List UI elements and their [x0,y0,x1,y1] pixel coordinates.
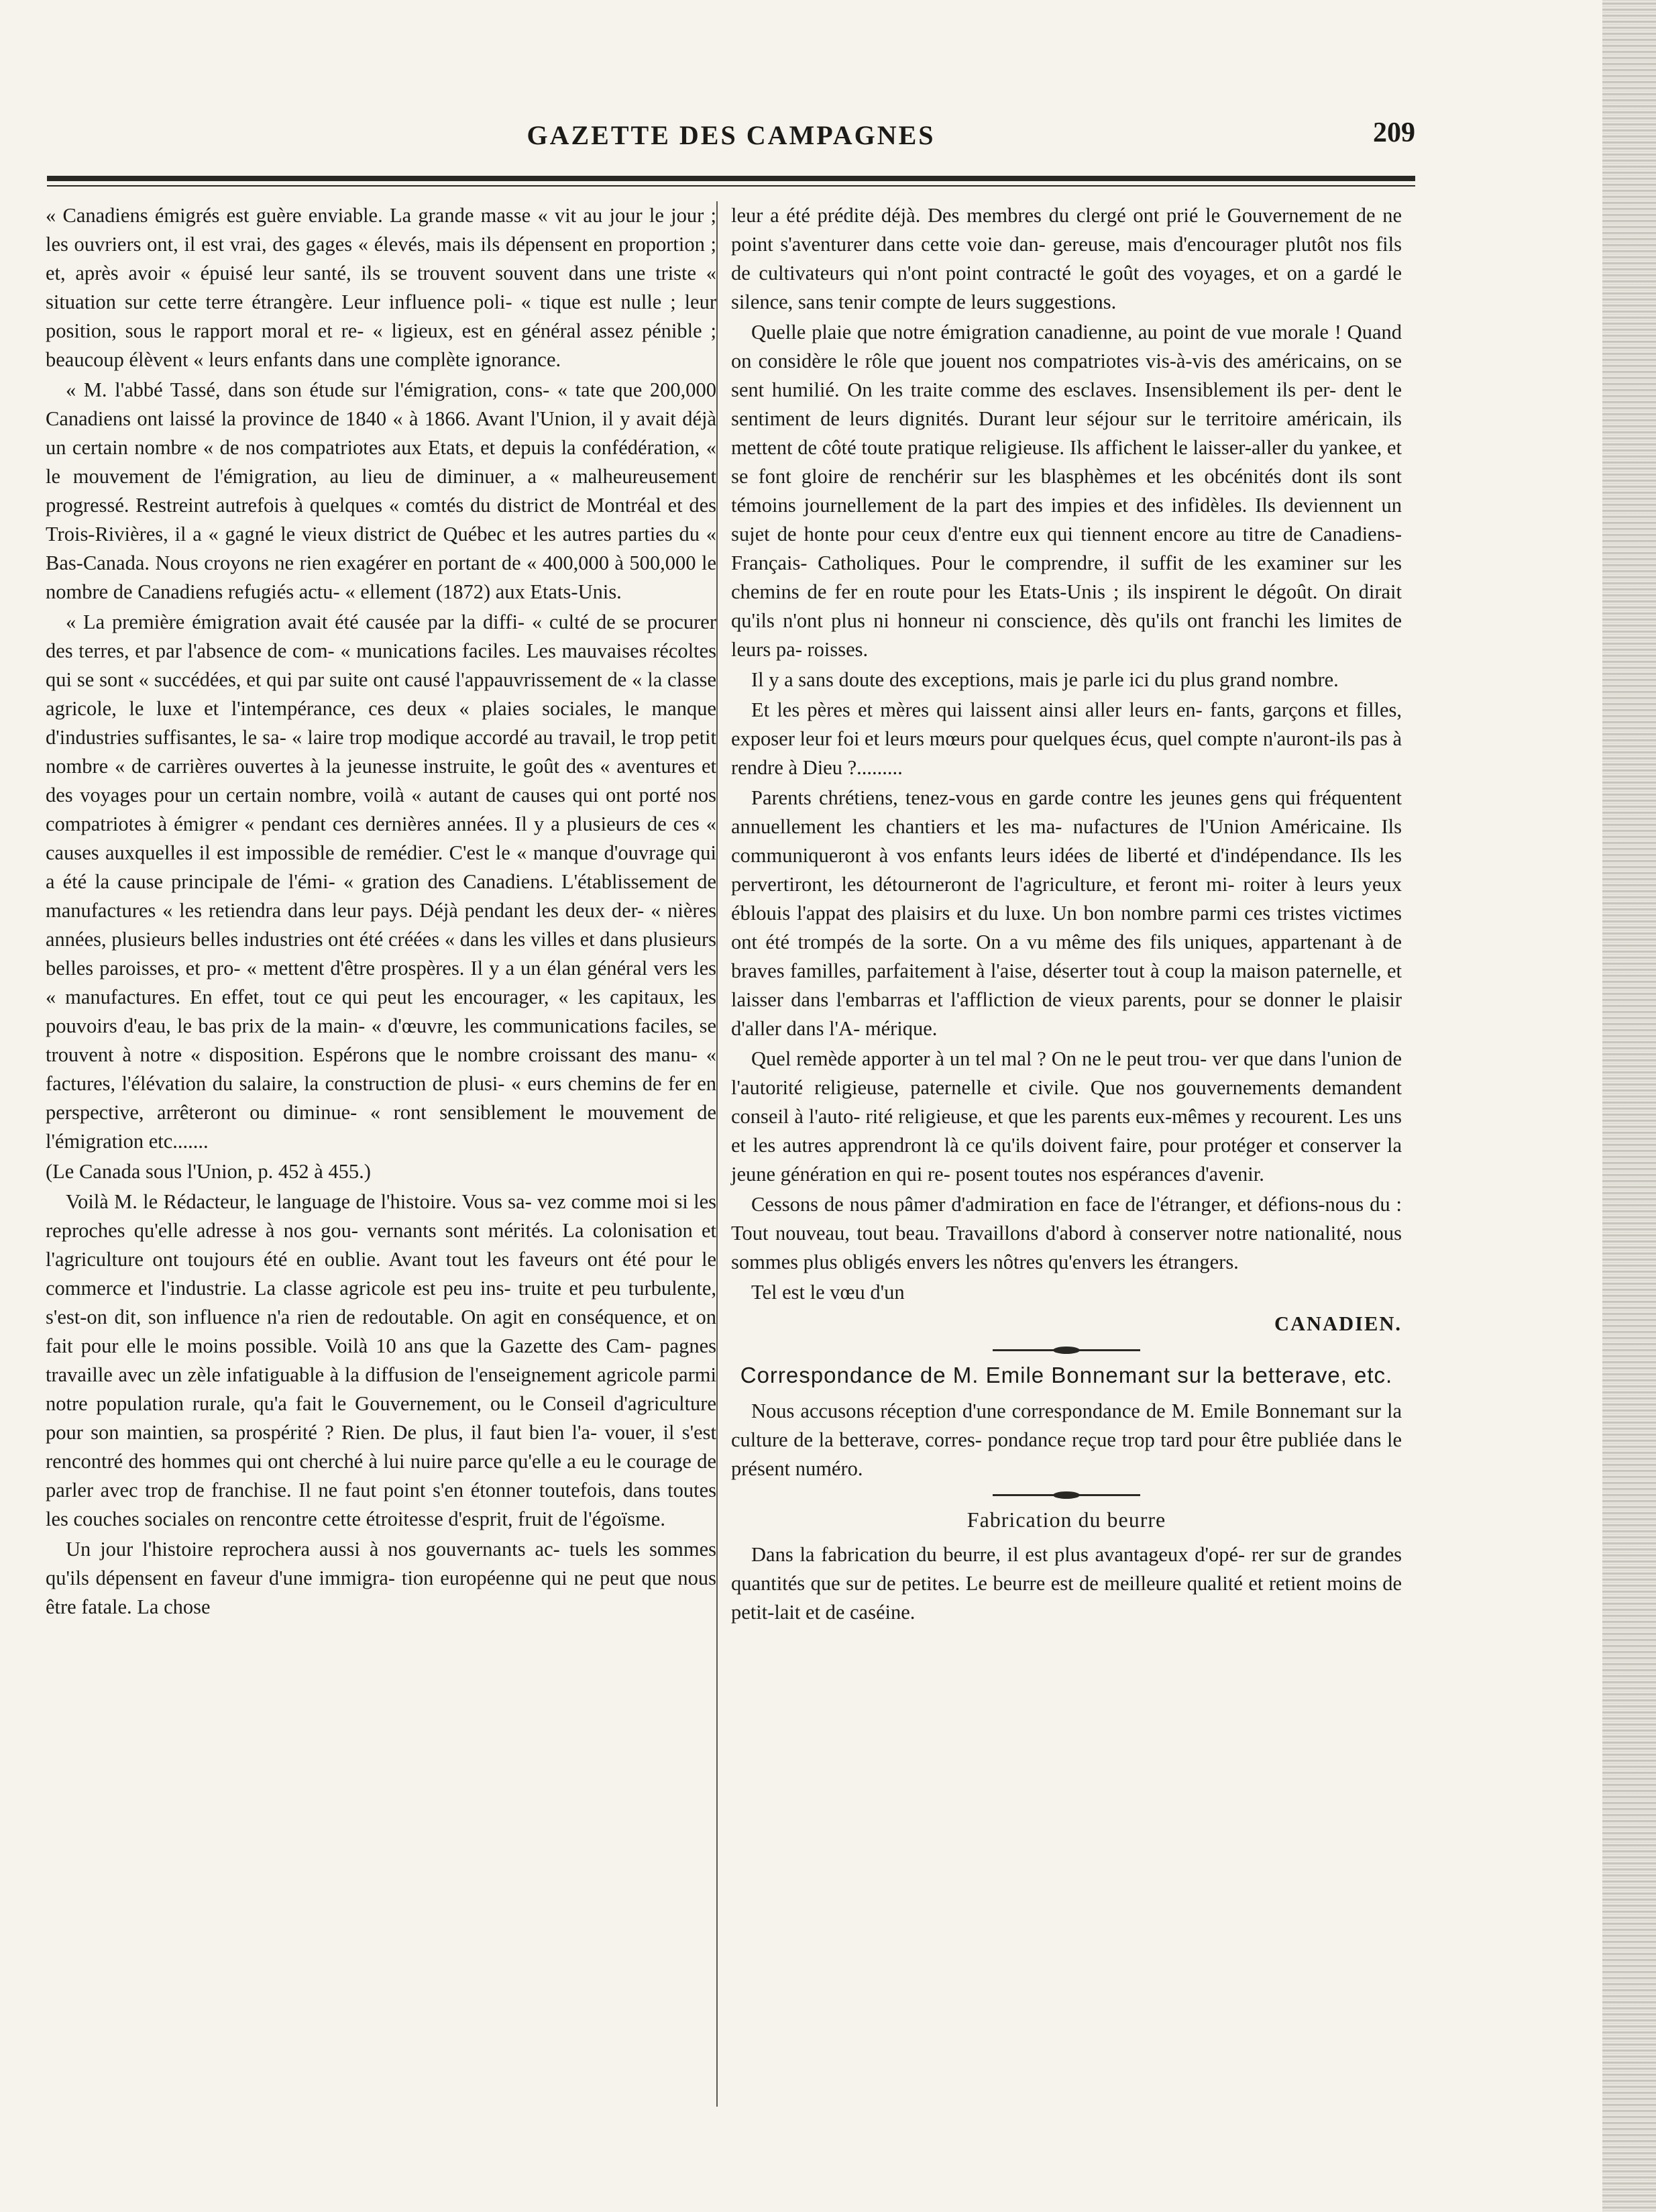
header-rule-thick [47,176,1415,181]
left-column [46,201,716,1623]
left-paragraph-3: « La première émigration avait été causée par la diffi- « culté de se procurer des terres, et par l'absence de com- « munications faciles. Les mauvaises récoltes qui se sont « succédées, et qui par suite ont causé l'appauvrissement de « la classe agricole, le luxe et l'intempérance, ces deux « plaies sociales, le manque d'industries suffisantes, le sa- « laire trop modique accordé au travail, le trop petit nombre « de carrières ouvertes à la jeunesse instruite, le goût des « aventures et des voyages pour un certain nombre, voilà « autant de causes qui ont porté nos compatriotes à émigrer « pendant ces dernières années. Il y a plusieurs de ces « causes auxquelles il est impossible de remédier. C'est le « manque d'ouvrage qui a été la cause principale de l'émi- « gration des Canadiens. L'établissement de manufactures « les retiendra dans leur pays. Déjà pendant les deux der- « nières années, plusieurs belles industries ont été créées « dans les villes et dans plusieurs belles paroisses, et pro- « mettent d'être prospères. Il y a un élan général vers les « manufactures. En effet, tout ce qui peut les encourager, « les capitaux, les pouvoirs d'eau, le bas prix de la main- « d'œuvre, les communications faciles, se trouvent à notre « disposition. Espérons que le nombre croissant des manu- « factures, l'élévation du salaire, la construction de plusi- « eurs chemins de fer en perspective, arrêteront ou diminue- « ront sensiblement le mouvement de l'émigration etc....... [46,611,716,1153]
right-column [731,201,1402,1628]
right-paragraph-4: Et les pères et mères qui laissent ainsi aller leurs en- fants, garçons et filles, exposer leur foi et leurs mœurs pour quelques écus, quel compte n'auront-ils pas à rendre à Dieu ?......... [731,698,1402,779]
header-title: GAZETTE DES CAMPAGNES [527,120,936,150]
right-paragraph-8: Tel est le vœu d'un [751,1281,905,1304]
left-paragraph-4: Voilà M. le Rédacteur, le language de l'histoire. Vous sa- vez comme moi si les reproches qu'elle adresse à nos gou- vernants sont mérités. La colonisation et l'agriculture ont toujours été en oublie. Avant tout les faveurs ont été pour le commerce et l'industrie. La classe agricole est peu ins- truite et peu turbulente, s'est-on dit, son influence n'a rien de redoutable. On agit en conséquence, et on fait pour elle le moins possible. Voilà 10 ans que la Gazette des Cam- pagnes travaille avec un zèle infatiguable à la diffusion de l'enseignement agricole parmi notre population rurale, qu'a fait le Gouvernement, ou le Conseil d'agriculture pour son maintien, sa prospérité ? Rien. De plus, il faut bien l'a- vouer, il s'est rencontré des hommes qui ont cherché à lui nuire parce qu'elle a eu le courage de parler avec trop de franchise. Il ne faut point s'en étonner toutefois, dans toutes les couches sociales on rencontre cette étroitesse d'esprit, fruit de l'égoïsme. [46,1190,716,1530]
section-separator [993,1494,1140,1496]
scanned-page-edge [1602,0,1656,2212]
right-paragraph-1: leur a été prédite déjà. Des membres du clergé ont prié le Gouvernement de ne point s'aventurer dans cette voie dan- gereuse, mais d'encourager plutôt nos fils de cultivateurs qui n'ont point contracté le goût des voyages, et on a gardé le silence, sans tenir compte de leurs suggestions. [731,204,1402,313]
right-paragraph-3: Il y a sans doute des exceptions, mais je parle ici du plus grand nombre. [751,668,1339,691]
author-signature: CANADIEN. [1274,1312,1402,1335]
section-separator [993,1349,1140,1351]
page-number: 209 [1373,117,1415,148]
left-paragraph-2: « M. l'abbé Tassé, dans son étude sur l'émigration, cons- « tate que 200,000 Canadiens ont laissé la province de 1840 « à 1866. Avant l'Union, il y avait déjà un certain nombre « de nos compatriotes aux Etats, et depuis la confédération, « le mouvement de l'émigration, au lieu de diminuer, a « malheureusement progressé. Restreint autrefois à quelques « comtés du district de Montréal et des Trois-Rivières, il a « gagné le vieux district de Québec et les autres parties du « Bas-Canada. Nous croyons ne rien exagérer en portant de « 400,000 à 500,000 le nombre de Canadiens refugiés actu- « ellement (1872) aux Etats-Unis. [46,378,716,603]
right-paragraph-6: Quel remède apporter à un tel mal ? On ne le peut trou- ver que dans l'union de l'autorité religieuse, paternelle et civile. Que nos gouvernements demandent conseil à l'auto- rité religieuse, et que les parents eux-mêmes y recourent. Les uns et les autres apprendront là ce qu'ils doivent faire, pour protéger et conserver la jeune génération en qui re- posent toutes nos espérances d'avenir. [731,1047,1402,1186]
left-paragraph-5: Un jour l'histoire reprochera aussi à nos gouvernants ac- tuels les sommes qu'ils dépensent en faveur d'une immigra- tion européenne qui ne peut que nous être fatale. La chose [46,1538,716,1618]
section-body-correspondance: Nous accusons réception d'une correspondance de M. Emile Bonnemant sur la culture de la betterave, corres- pondance reçue trop tard pour être publiée dans le présent numéro. [731,1400,1402,1480]
section-heading-correspondance: Correspondance de M. Emile Bonnemant sur la betterave, etc. [740,1363,1393,1387]
left-paragraph-1: « Canadiens émigrés est guère enviable. La grande masse « vit au jour le jour ; les ouvriers ont, il est vrai, des gages « élevés, mais ils dépensent en proportion ; et, après avoir « épuisé leur santé, ils se trouvent souvent dans une triste « situation sur cette terre étrangère. Leur influence poli- « tique est nulle ; leur position, sous le rapport moral et re- « ligieux, est en général assez pénible ; beaucoup élèvent « leurs enfants dans une complète ignorance. [46,204,716,371]
column-divider [716,201,718,2107]
section-heading-beurre: Fabrication du beurre [967,1508,1166,1532]
section-body-beurre: Dans la fabrication du beurre, il est plus avantageux d'opé- rer sur de grandes quantités que sur de petites. Le beurre est de meilleure qualité et retient moins de petit-lait et de caséine. [731,1543,1402,1624]
right-paragraph-7: Cessons de nous pâmer d'admiration en face de l'étranger, et défions-nous du : Tout nouveau, tout beau. Travaillons d'abord à conserver notre nationalité, nous sommes plus obligés envers les nôtres qu'envers les étrangers. [731,1193,1402,1273]
page-header [47,114,1415,168]
right-paragraph-2: Quelle plaie que notre émigration canadienne, au point de vue morale ! Quand on considère le rôle que jouent nos compatriotes vis-à-vis des américains, on se sent humilié. On les traite comme des esclaves. Insensiblement ils per- dent le sentiment de leurs dignités. Durant leur séjour sur le territoire américain, ils mettent de côté toute pratique religieuse. Ils affichent le laisser-aller du yankee, et se font gloire de renchérir sur les blasphèmes et les obcénités dont ils sont témoins journellement de la part des impies et des infidèles. Ils deviennent un sujet de honte pour ceux d'entre eux qui tiennent encore au titre de Canadiens-Français- Catholiques. Pour le comprendre, il suffit de les examiner sur les chemins de fer en route pour les Etats-Unis ; ils inspirent le dégoût. On dirait qu'ils n'ont plus ni honneur ni conscience, dès qu'ils ont franchi les limites de leurs pa- roisses. [731,321,1402,661]
header-rule-thin [47,185,1415,187]
right-paragraph-5: Parents chrétiens, tenez-vous en garde contre les jeunes gens qui fréquentent annuellement les chantiers et les ma- nufactures de l'Union Américaine. Ils communiqueront à vos enfants leurs idées de liberté et d'indépendance. Ils les pervertiront, les détourneront de l'agriculture, et feront mi- roiter à leurs yeux éblouis l'appat des plaisirs et du luxe. Un bon nombre parmi ces tristes victimes ont été trompés de la sorte. On a vu même des fils uniques, appartenant à de braves familles, parfaitement à l'aise, déserter tout à coup la maison paternelle, et laisser dans l'embarras et l'affliction de vieux parents, pour se donner le plaisir d'aller dans l'A- mérique. [731,786,1402,1040]
left-citation: (Le Canada sous l'Union, p. 452 à 455.) [46,1160,371,1183]
